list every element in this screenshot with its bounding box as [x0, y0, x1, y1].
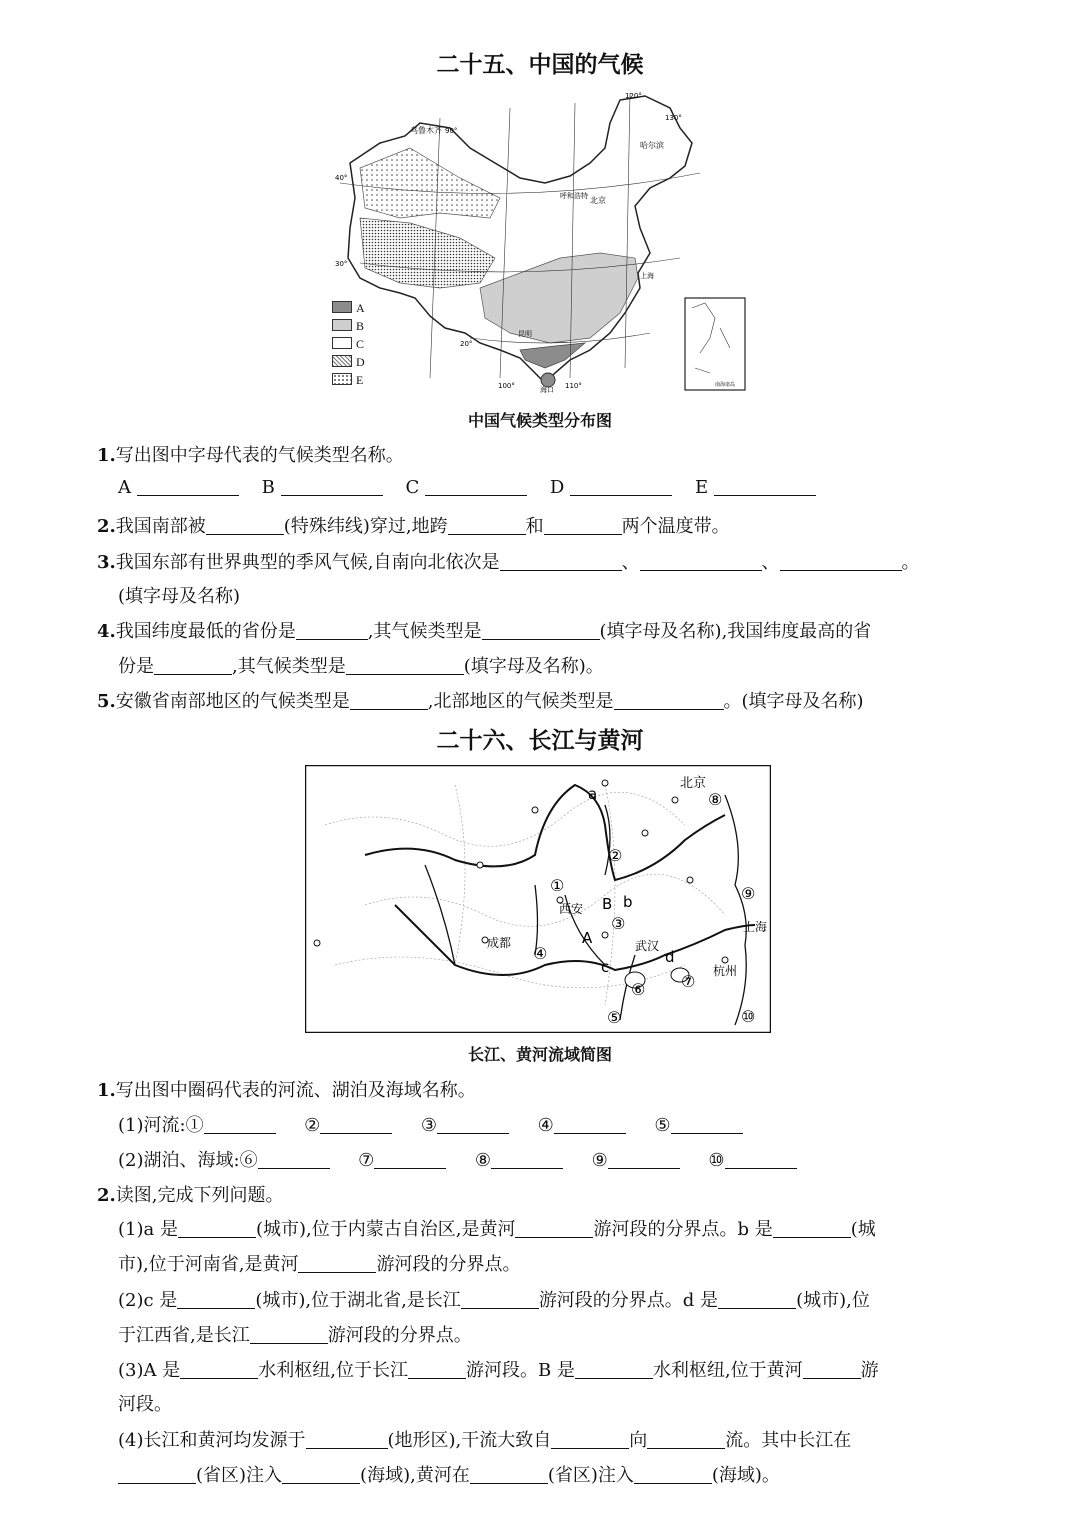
label-lon130: 130° [665, 114, 682, 122]
answer-blank[interactable] [482, 621, 600, 640]
label-c: c [601, 958, 610, 976]
answer-blank[interactable] [282, 1465, 360, 1484]
answer-blank[interactable] [154, 656, 232, 675]
label-c9: ⑨ [741, 884, 756, 903]
s25-q3-note: (填字母及名称) [118, 586, 241, 607]
label-urumqi: 乌鲁木齐 [410, 126, 442, 135]
label-b: b [623, 893, 633, 911]
s26-q2-2: (2)c 是 (城市),位于湖北省,是长江 游河段的分界点。d 是 (城市),位 [118, 1290, 870, 1311]
answer-blank[interactable] [374, 1150, 446, 1169]
label-inset: 南海诸岛 [715, 382, 736, 388]
legend-item-c: C [332, 337, 364, 352]
answer-blank[interactable] [408, 1360, 466, 1379]
climate-map-caption: 中国气候类型分布图 [467, 411, 612, 430]
answer-blank[interactable] [647, 1430, 725, 1449]
s26-q2-1: (1)a 是 (城市),位于内蒙古自治区,是黄河 游河段的分界点。b 是 (城 [118, 1219, 876, 1240]
label-lon100: 100° [498, 382, 515, 390]
s25-q5: 5.安徽省南部地区的气候类型是 ,北部地区的气候类型是 。(填字母及名称) [97, 691, 864, 712]
s26-q2-3: (3)A 是 水利枢纽,位于长江 游河段。B 是 水利枢纽,位于黄河 游 [118, 1360, 879, 1381]
label-lat40: 40° [335, 174, 348, 182]
answer-blank[interactable] [306, 1430, 388, 1449]
legend-item-b: B [332, 319, 364, 334]
answer-blank[interactable] [500, 552, 622, 571]
answer-blank[interactable] [515, 1219, 593, 1238]
s25-q1-answers: A B C D E [118, 477, 816, 498]
label-xian: 西安 [559, 902, 584, 916]
s25-q2: 2.我国南部被 (特殊纬线)穿过,地跨 和 两个温度带。 [97, 516, 730, 537]
answer-blank[interactable] [608, 1150, 680, 1169]
answer-blank[interactable] [575, 1360, 653, 1379]
section26-title: 二十六、长江与黄河 [436, 728, 644, 754]
s26-q2: 2.读图,完成下列问题。 [97, 1185, 284, 1206]
answer-blank[interactable] [206, 516, 284, 535]
answer-blank[interactable] [614, 691, 724, 710]
answer-blank[interactable] [780, 552, 902, 571]
label-shanghai: 上海 [743, 920, 768, 934]
answer-blank[interactable] [298, 1254, 376, 1273]
label-lon120: 120° [625, 92, 642, 100]
s26-q2-2-cont: 于江西省,是长江 游河段的分界点。 [118, 1325, 472, 1346]
label-chengdu: 成都 [487, 936, 512, 950]
answer-blank[interactable] [177, 1290, 255, 1309]
s26-q2-4: (4)长江和黄河均发源于 (地形区),干流大致自 向 流。其中长江在 [118, 1430, 852, 1451]
label-d: d [665, 948, 675, 966]
label-c7: ⑦ [681, 972, 696, 991]
answer-blank[interactable] [178, 1219, 256, 1238]
label-beijing: 北京 [590, 196, 606, 205]
answer-blank[interactable] [320, 1115, 392, 1134]
answer-blank[interactable] [640, 552, 762, 571]
answer-blank[interactable] [773, 1219, 851, 1238]
answer-blank[interactable] [544, 516, 622, 535]
answer-blank[interactable] [725, 1150, 797, 1169]
s26-q2-1-cont: 市),位于河南省,是黄河 游河段的分界点。 [118, 1254, 521, 1275]
answer-blank[interactable] [718, 1290, 796, 1309]
label-lon110: 110° [565, 382, 582, 390]
answer-blank[interactable] [803, 1360, 861, 1379]
rivers-map-caption: 长江、黄河流域简图 [467, 1045, 612, 1064]
answer-blank[interactable] [461, 1290, 539, 1309]
s25-q4: 4.我国纬度最低的省份是 ,其气候类型是 (填字母及名称),我国纬度最高的省 [97, 621, 872, 642]
label-a: a [588, 785, 598, 803]
label-harbin: 哈尔滨 [640, 141, 664, 150]
answer-blank[interactable] [671, 1115, 743, 1134]
s26-q2-4-cont: (省区)注入 (海域),黄河在 (省区)注入 (海域)。 [118, 1461, 780, 1487]
answer-blank[interactable] [137, 477, 239, 496]
label-hohhot: 呼和浩特 [560, 192, 588, 200]
s25-q3: 3.我国东部有世界典型的季风气候,自南向北依次是 、 、 。 [97, 552, 920, 573]
answer-blank[interactable] [258, 1150, 330, 1169]
answer-blank[interactable] [250, 1325, 328, 1344]
label-lon90: 90° [445, 127, 458, 135]
label-lat20: 20° [460, 340, 473, 348]
label-dam-b: B [602, 895, 613, 913]
answer-blank[interactable] [470, 1465, 548, 1484]
label-shanghai: 上海 [640, 272, 654, 280]
answer-blank[interactable] [634, 1465, 712, 1484]
rivers-map [305, 765, 771, 1033]
s26-q2-3-cont: 河段。 [118, 1394, 172, 1415]
answer-blank[interactable] [281, 477, 383, 496]
s25-q4-cont: 份是 ,其气候类型是 (填字母及名称)。 [118, 656, 604, 677]
section25-title: 二十五、中国的气候 [436, 52, 644, 78]
answer-blank[interactable] [296, 621, 368, 640]
label-c10: ⑩ [741, 1007, 756, 1026]
label-beijing: 北京 [680, 776, 707, 791]
legend-item-d: D [332, 355, 365, 370]
answer-blank[interactable] [491, 1150, 563, 1169]
answer-blank[interactable] [346, 656, 464, 675]
label-c1: ① [550, 876, 565, 895]
answer-blank[interactable] [551, 1430, 629, 1449]
legend-item-a: A [332, 301, 365, 316]
answer-blank[interactable] [180, 1360, 258, 1379]
s26-q1-rivers: (1)河流:① ② ③ ④ ⑤ [118, 1111, 743, 1137]
label-dam-a: A [582, 929, 593, 947]
answer-blank[interactable] [448, 516, 526, 535]
label-c8: ⑧ [708, 790, 723, 809]
label-c6: ⑥ [631, 980, 646, 999]
south-sea-inset [685, 298, 745, 390]
s25-q1: 1.写出图中字母代表的气候类型名称。 [97, 445, 404, 466]
answer-blank[interactable] [570, 477, 672, 496]
label-c2: ② [608, 846, 623, 865]
answer-blank[interactable] [437, 1115, 509, 1134]
label-lat30: 30° [335, 260, 348, 268]
answer-blank[interactable] [118, 1465, 196, 1484]
china-climate-map [320, 88, 760, 398]
answer-blank[interactable] [714, 477, 816, 496]
label-kunming: 昆明 [518, 330, 532, 338]
answer-blank[interactable] [350, 691, 428, 710]
label-c4: ④ [533, 944, 548, 963]
legend-item-e: E [332, 373, 363, 388]
answer-blank[interactable] [425, 477, 527, 496]
label-c5: ⑤ [607, 1008, 622, 1027]
s26-q1-lakes: (2)湖泊、海域:⑥ ⑦ ⑧ ⑨ ⑩ [118, 1146, 797, 1172]
label-c3: ③ [611, 914, 626, 933]
answer-blank[interactable] [554, 1115, 626, 1134]
s26-q1: 1.写出图中圈码代表的河流、湖泊及海域名称。 [97, 1080, 476, 1101]
label-hangzhou: 杭州 [713, 964, 738, 978]
label-wuhan: 武汉 [635, 939, 660, 953]
label-haikou: 海口 [540, 386, 554, 394]
answer-blank[interactable] [204, 1115, 276, 1134]
